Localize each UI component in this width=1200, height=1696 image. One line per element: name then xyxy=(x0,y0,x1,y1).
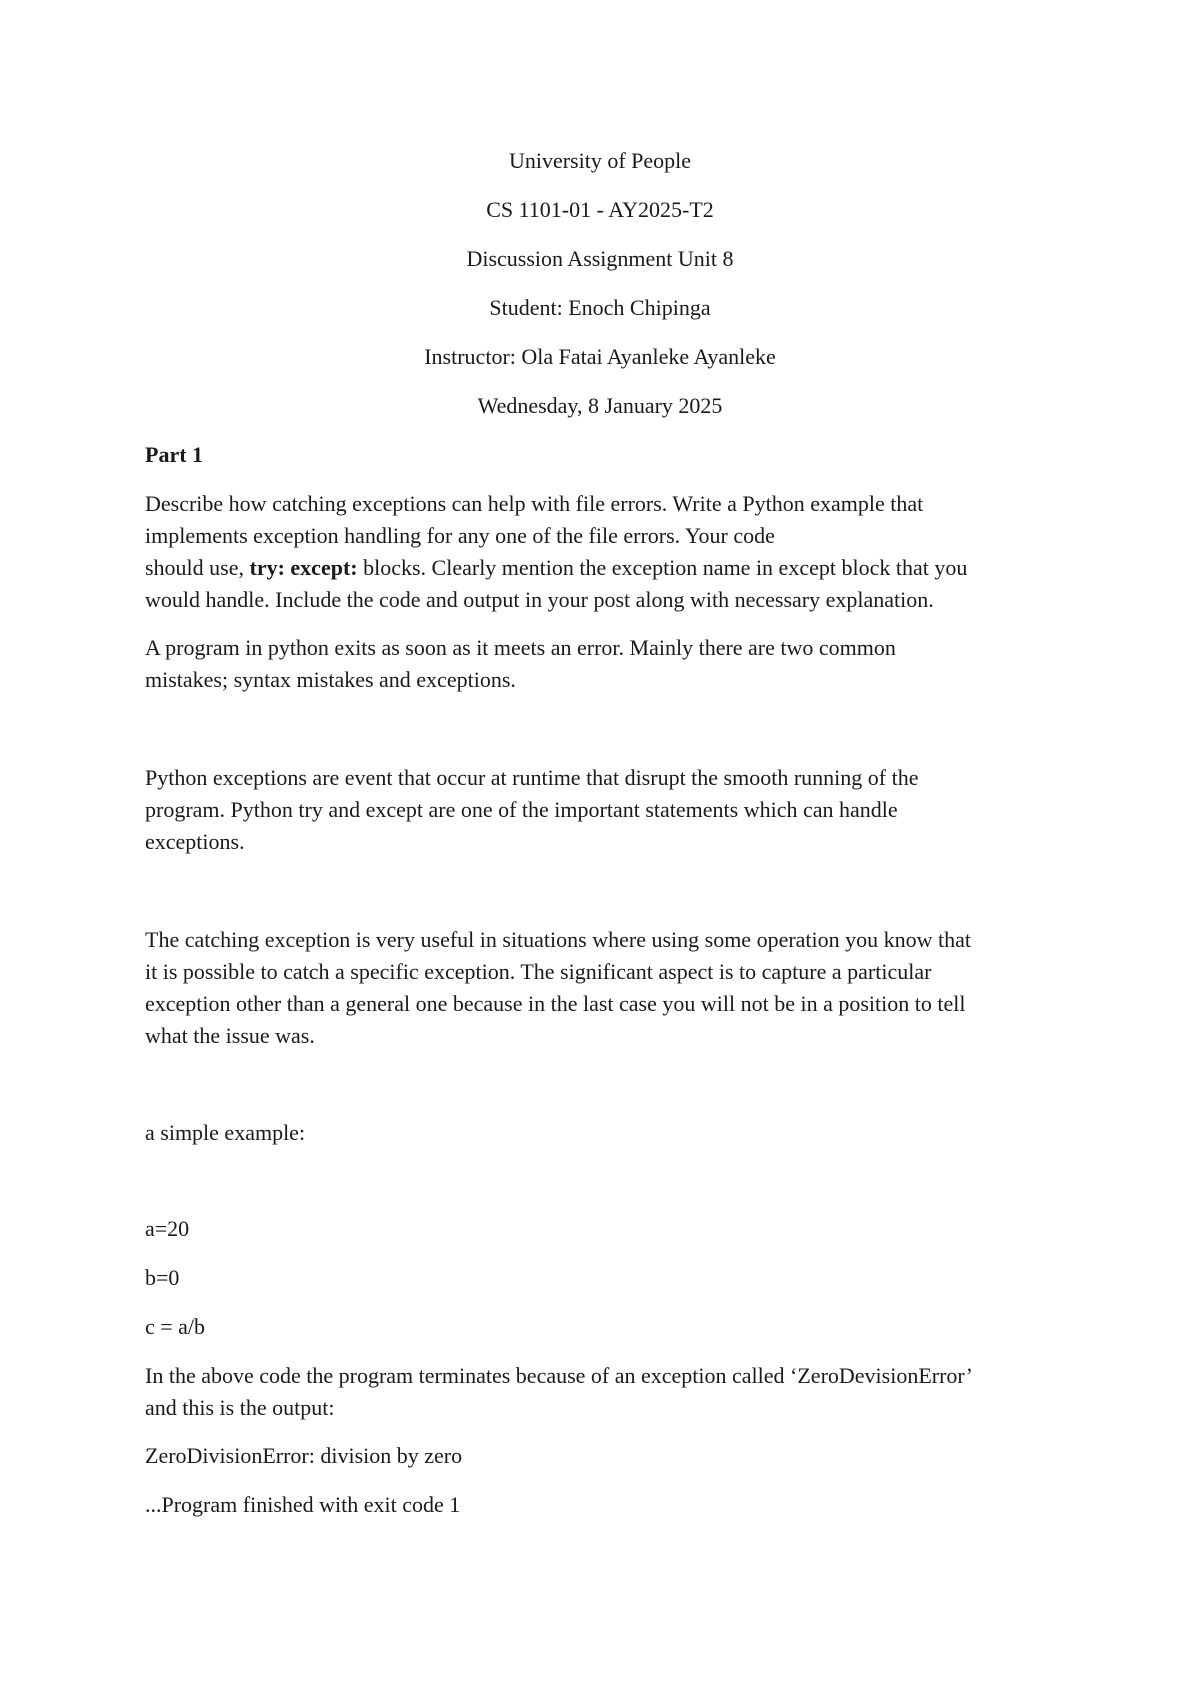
paragraph-line: exceptions. xyxy=(145,829,245,854)
code-line: c = a/b xyxy=(145,1314,206,1339)
output-line: ...Program finished with exit code 1 xyxy=(145,1492,461,1517)
paragraph-line: The catching exception is very useful in situations where using some operation you know that xyxy=(145,927,972,952)
paragraph-line: A program in python exits as soon as it meets an error. Mainly there are two common xyxy=(145,635,896,660)
paragraph-line: In the above code the program terminates because of an exception called ‘ZeroDevisionError’ xyxy=(145,1363,973,1388)
prompt-line: would handle. Include the code and output in your post along with necessary explanation. xyxy=(145,587,934,612)
paragraph-line: exception other than a general one because in the last case you will not be in a position to tell xyxy=(145,991,966,1016)
paragraph-line: what the issue was. xyxy=(145,1023,315,1048)
code-line: a=20 xyxy=(145,1216,190,1241)
student-name: Student: Enoch Chipinga xyxy=(489,295,711,320)
paragraph-line: program. Python try and except are one of the important statements which can handle xyxy=(145,797,898,822)
code-line: b=0 xyxy=(145,1265,180,1290)
paragraph-exceptions xyxy=(145,762,1065,858)
instructor-name: Instructor: Ola Fatai Ayanleke Ayanleke xyxy=(424,344,776,369)
paragraph-line: mistakes; syntax mistakes and exceptions. xyxy=(145,667,516,692)
paragraph-line: it is possible to catch a specific exception. The significant aspect is to capture a particular xyxy=(145,959,932,984)
prompt-keywords: try: except: xyxy=(249,555,358,580)
paragraph-catching xyxy=(145,924,1065,1052)
part-heading: Part 1 xyxy=(145,442,204,467)
assignment-title: Discussion Assignment Unit 8 xyxy=(466,246,734,271)
prompt-line: Describe how catching exceptions can help with file errors. Write a Python example that xyxy=(145,491,924,516)
prompt-line xyxy=(145,552,1065,584)
paragraph-line: Python exceptions are event that occur at runtime that disrupt the smooth running of the xyxy=(145,765,919,790)
prompt-line: implements exception handling for any one of the file errors. Your code xyxy=(145,523,775,548)
example-intro: a simple example: xyxy=(145,1120,306,1145)
university-name: University of People xyxy=(508,148,692,173)
document-date: Wednesday, 8 January 2025 xyxy=(477,393,723,418)
prompt-text: blocks. Clearly mention the exception name in except block that you xyxy=(357,555,968,580)
output-line: ZeroDivisionError: division by zero xyxy=(145,1443,463,1468)
paragraph-intro xyxy=(145,632,1065,696)
course-code: CS 1101-01 - AY2025-T2 xyxy=(486,197,714,222)
explanation-paragraph xyxy=(145,1360,1065,1424)
prompt-text: should use, xyxy=(145,555,250,580)
prompt-paragraph xyxy=(145,488,1065,616)
paragraph-line: and this is the output: xyxy=(145,1395,335,1420)
